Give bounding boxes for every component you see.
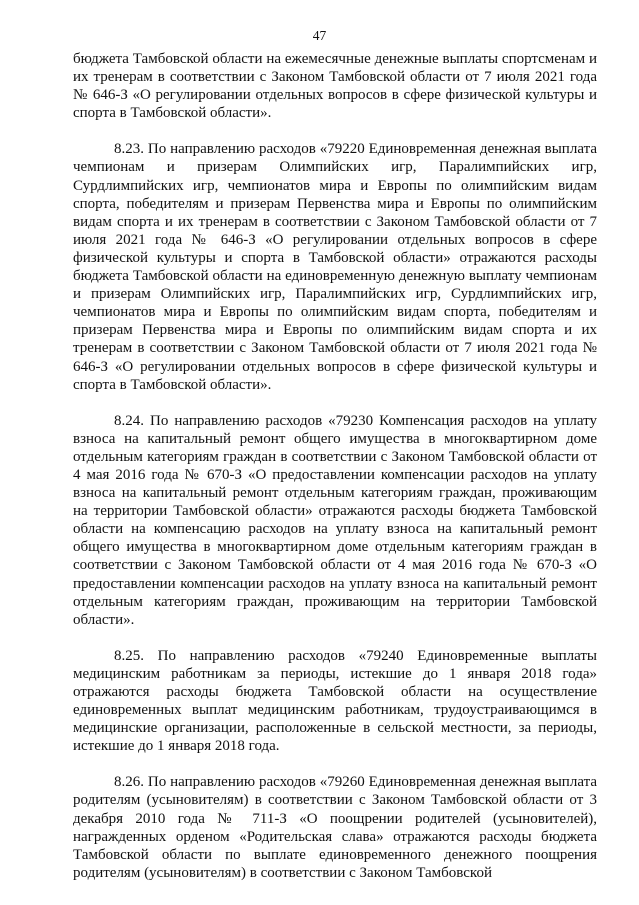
- paragraph-8-24: 8.24. По направлению расходов «79230 Компенсация расходов на уплату взноса на капитальный ремонт общего имущества в многоквартирном доме отдельным категориям граждан в соответствии с Законом Тамбовской области от 4 мая 2016 года № 670-З «О предоставлении компенсации расходов на уплату взноса на капитальный ремонт отдельным категориям граждан, проживающим на территории Тамбовской области» отражаются расходы бюджета Тамбовской области на компенсацию расходов на уплату взноса на капитальный ремонт общего имущества в многоквартирном доме отдельным категориям граждан в соответствии с Законом Тамбовской области от 4 мая 2016 года № 670-З «О предоставлении компенсации расходов на уплату взноса на капитальный ремонт отдельным категориям граждан, проживающим на территории Тамбовской области».: [73, 412, 597, 628]
- document-body: [73, 50, 597, 882]
- paragraph-8-23: 8.23. По направлению расходов «79220 Единовременная денежная выплата чемпионам и призерам Олимпийских игр, Паралимпийских игр, Сурдлимпийских игр, чемпионатов мира и Европы по олимпийским видам спорта, победителям и призерам Первенства мира и Европы по олимпийским видам спорта и их тренерам в соответствии с Законом Тамбовской области от 7 июля 2021 года № 646-З «О регулировании отдельных вопросов в сфере физической культуры и спорта в Тамбовской области» отражаются расходы бюджета Тамбовской области на единовременную денежную выплату чемпионам и призерам Олимпийских игр, Паралимпийских игр, Сурдлимпийских игр, чемпионатов мира и Европы по олимпийским видам спорта, победителям и призерам Первенства мира и Европы по олимпийским видам спорта и их тренерам в соответствии с Законом Тамбовской области от 7 июля 2021 года № 646-З «О регулировании отдельных вопросов в сфере физической культуры и спорта в Тамбовской области».: [73, 141, 597, 393]
- paragraph-8-25: 8.25. По направлению расходов «79240 Единовременные выплаты медицинским работникам за периоды, истекшие до 1 января 2018 года» отражаются расходы бюджета Тамбовской области на осуществление единовременных выплат медицинским работникам, трудоустраивающимся в медицинские организации, расположенные в сельской местности, за периоды, истекшие до 1 января 2018 года.: [73, 647, 597, 755]
- paragraph-continuation: бюджета Тамбовской области на ежемесячные денежные выплаты спортсменам и их тренерам в соответствии с Законом Тамбовской области от 7 июля 2021 года № 646-З «О регулировании отдельных вопросов в сфере физической культуры и спорта в Тамбовской области».: [73, 51, 597, 122]
- page-number: 47: [312, 28, 327, 43]
- paragraph-8-26: 8.26. По направлению расходов «79260 Единовременная денежная выплата родителям (усыновителям) в соответствии с Законом Тамбовской области от 3 декабря 2010 года № 711-З «О поощрении родителей (усыновителей), награжденных орденом «Родительская слава» отражаются расходы бюджета Тамбовской области по выплате единовременного денежного поощрения родителям (усыновителям) в соответствии с Законом Тамбовской: [73, 774, 597, 881]
